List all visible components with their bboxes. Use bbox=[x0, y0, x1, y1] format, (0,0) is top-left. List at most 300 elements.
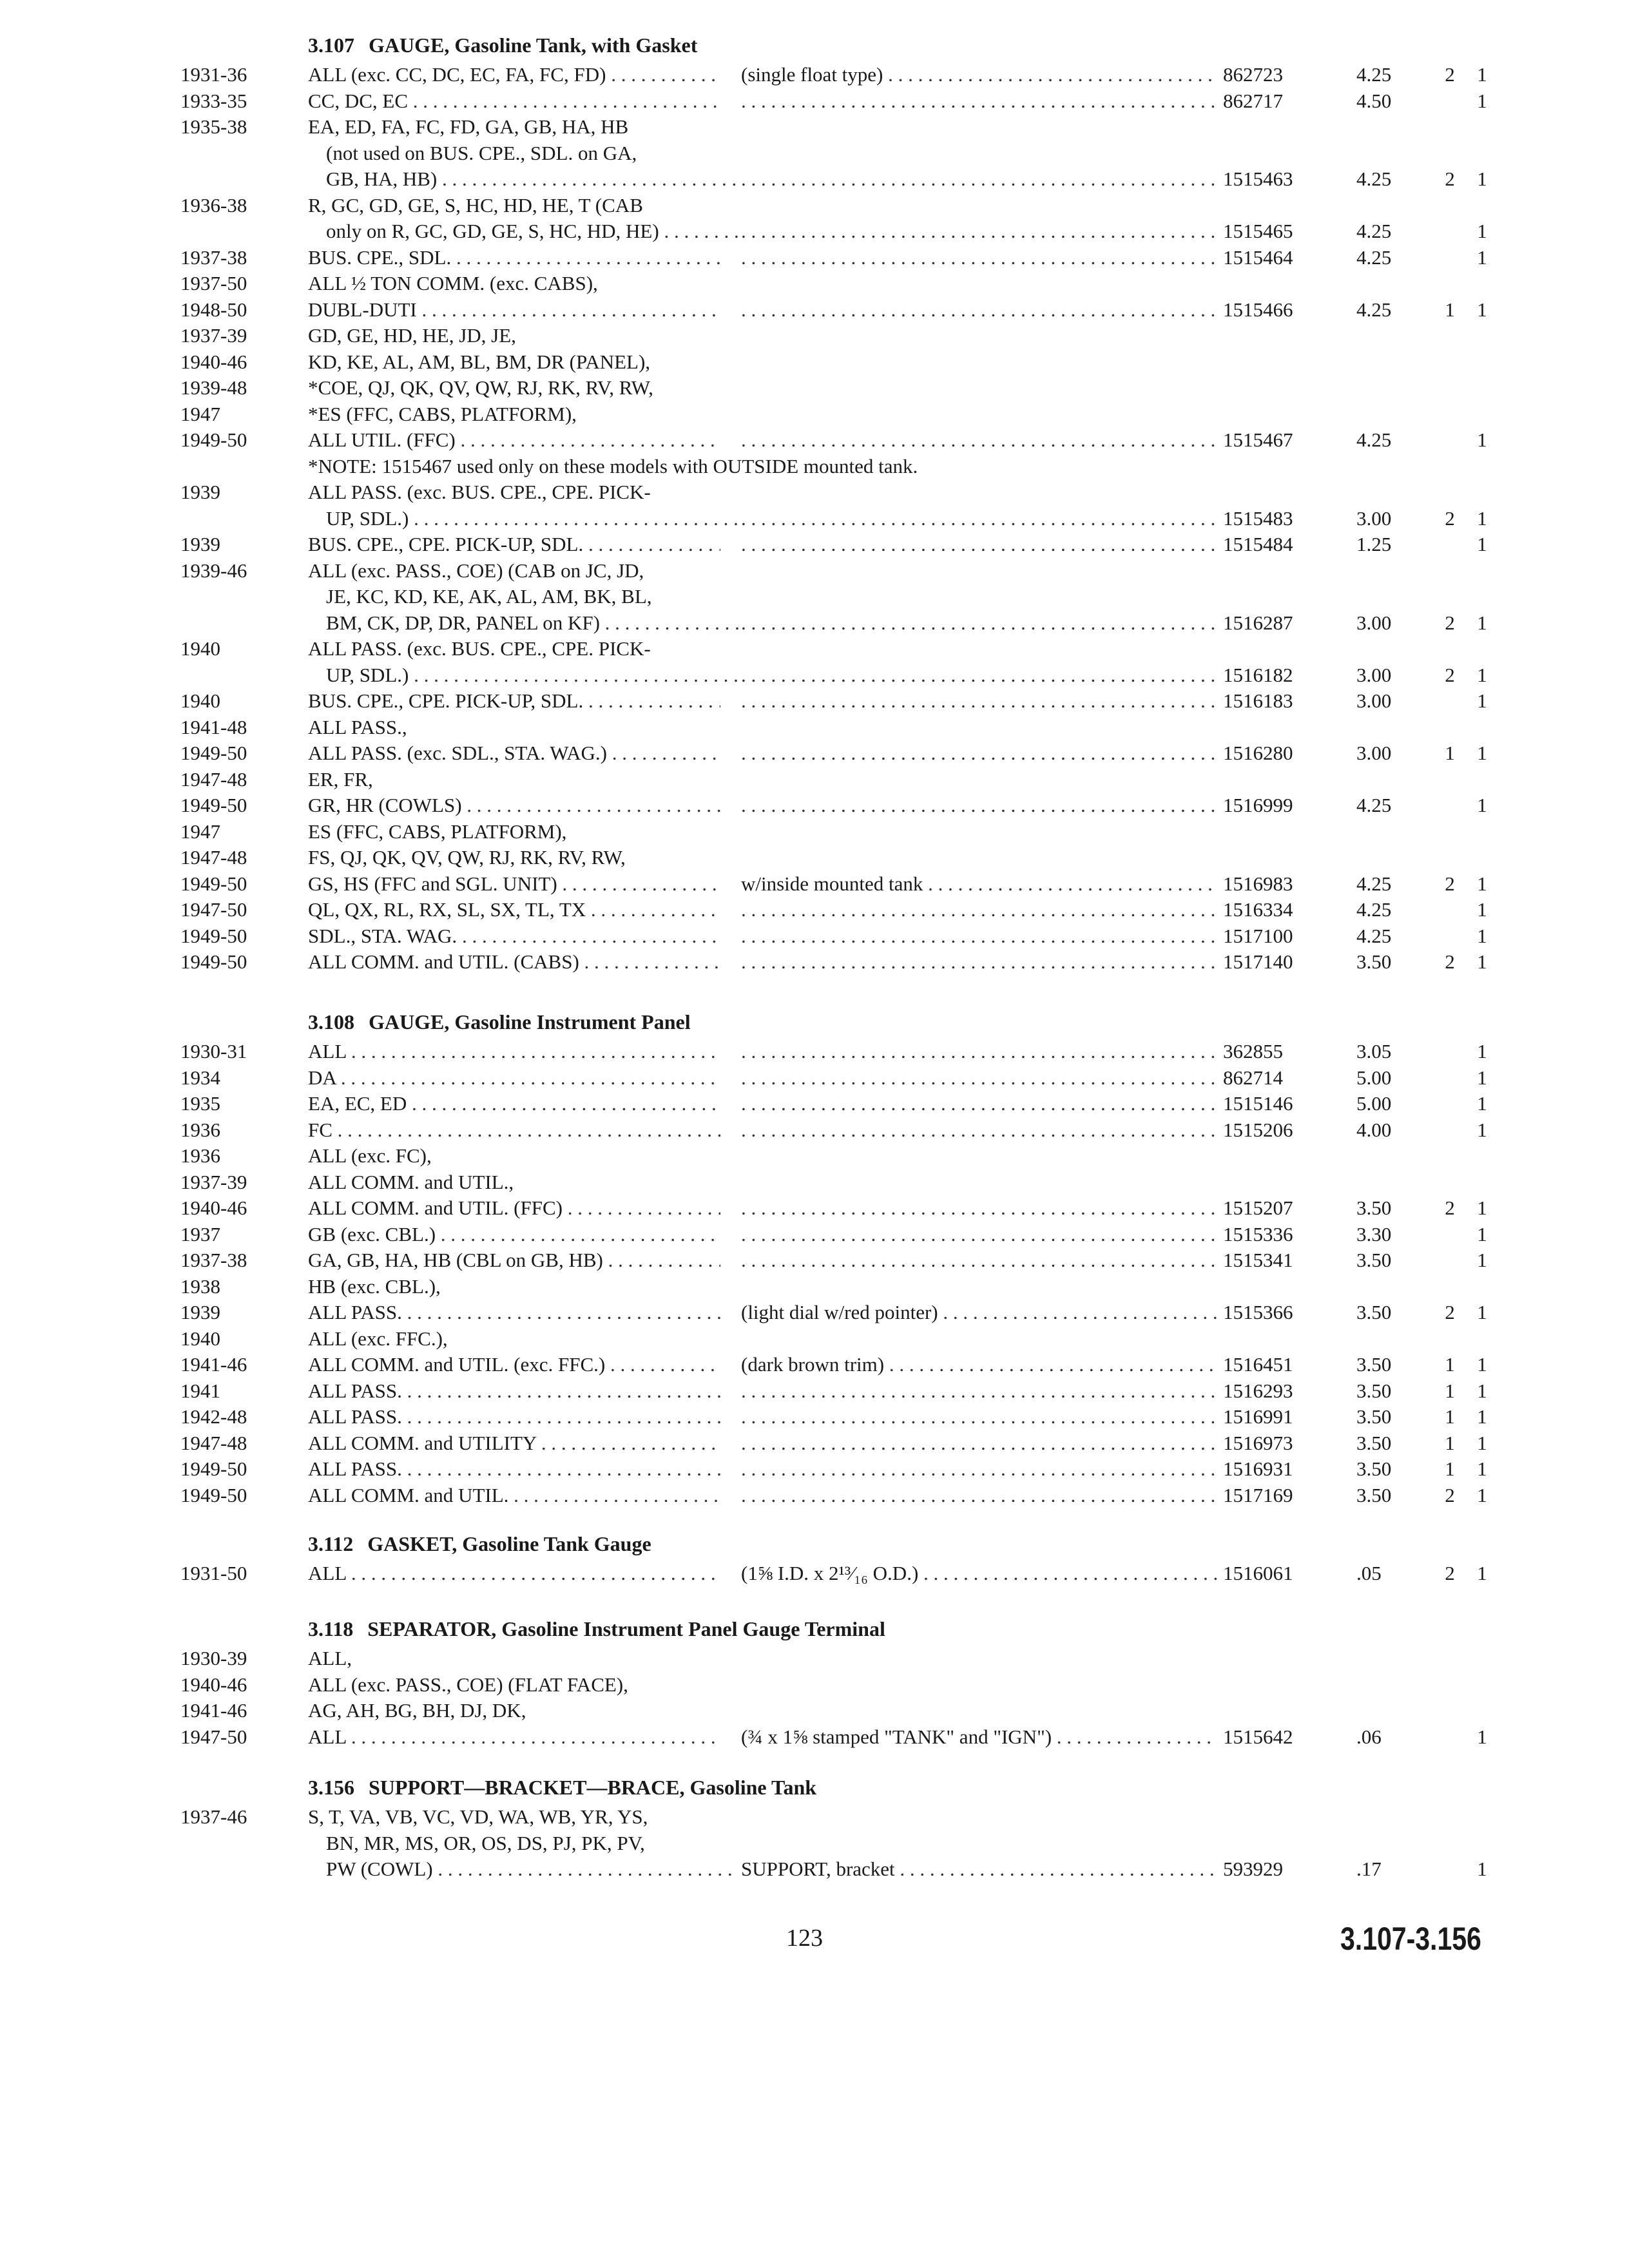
model-description: ALL . . . bbox=[308, 1561, 720, 1586]
quantity-a: 2 bbox=[1445, 1196, 1455, 1219]
list-price: 3.00 bbox=[1356, 742, 1392, 764]
list-price: 4.25 bbox=[1356, 220, 1392, 242]
table-row bbox=[0, 1247, 1629, 1273]
model-year: 1939 bbox=[180, 1301, 220, 1323]
model-description: GD, GE, HD, HE, JD, JE, bbox=[308, 324, 516, 347]
table-row bbox=[0, 584, 1629, 610]
model-year: 1942-48 bbox=[180, 1405, 247, 1428]
list-price: 5.00 bbox=[1356, 1066, 1392, 1089]
model-year: 1949-50 bbox=[180, 1457, 247, 1480]
quantity-a: 2 bbox=[1445, 1562, 1455, 1584]
model-year: 1937-39 bbox=[180, 324, 247, 347]
table-row bbox=[0, 114, 1629, 140]
model-description: GB, HA, HB) . . . bbox=[326, 166, 738, 192]
table-row bbox=[0, 1169, 1629, 1195]
table-row bbox=[0, 845, 1629, 870]
model-description: GS, HS (FFC and SGL. UNIT) . . . bbox=[308, 871, 720, 897]
list-price: 4.25 bbox=[1356, 872, 1392, 895]
part-number: 1516334 bbox=[1223, 898, 1293, 921]
section-number: 3.118 bbox=[308, 1617, 354, 1640]
leader-dots bbox=[741, 793, 1218, 818]
model-description: *NOTE: 1515467 used only on these models with OUTSIDE mounted tank. bbox=[308, 454, 918, 477]
model-description: QL, QX, RL, RX, SL, SX, TL, TX . . . bbox=[308, 897, 720, 923]
model-description: BUS. CPE., SDL. . . . bbox=[308, 245, 720, 271]
model-year: 1939-46 bbox=[180, 559, 247, 582]
table-row bbox=[0, 688, 1629, 714]
list-price: 4.25 bbox=[1356, 898, 1392, 921]
quantity-b: 1 bbox=[1477, 689, 1487, 712]
part-number: 1516061 bbox=[1223, 1562, 1293, 1584]
model-description: ALL COMM. and UTIL. . . . bbox=[308, 1483, 720, 1508]
model-description: ALL (exc. CC, DC, EC, FA, FC, FD) . . . bbox=[308, 62, 720, 88]
quantity-b: 1 bbox=[1477, 63, 1487, 86]
model-year: 1938 bbox=[180, 1274, 220, 1298]
quantity-b: 1 bbox=[1477, 1092, 1487, 1115]
list-price: 3.50 bbox=[1356, 1379, 1392, 1402]
model-description: ALL PASS. . . . bbox=[308, 1404, 720, 1430]
part-number: 1515336 bbox=[1223, 1222, 1293, 1245]
leader-dots bbox=[741, 166, 1218, 192]
list-price: 4.25 bbox=[1356, 298, 1392, 321]
quantity-b: 1 bbox=[1477, 298, 1487, 321]
part-number: 1516991 bbox=[1223, 1405, 1293, 1428]
table-row bbox=[0, 1039, 1629, 1064]
list-price: 3.05 bbox=[1356, 1040, 1392, 1062]
table-row bbox=[0, 949, 1629, 975]
table-row bbox=[0, 166, 1629, 192]
model-description: *COE, QJ, QK, QV, QW, RJ, RK, RV, RW, bbox=[308, 376, 653, 399]
list-price: 1.25 bbox=[1356, 533, 1392, 555]
section-header bbox=[308, 1530, 651, 1558]
quantity-b: 1 bbox=[1477, 1196, 1487, 1219]
model-description: JE, KC, KD, KE, AK, AL, AM, BK, BL, bbox=[326, 585, 652, 608]
section-title: SUPPORT—BRACKET—BRACE, Gasoline Tank bbox=[369, 1776, 817, 1799]
quantity-a: 1 bbox=[1445, 742, 1455, 764]
part-number: 1515207 bbox=[1223, 1196, 1293, 1219]
model-year: 1937-38 bbox=[180, 245, 247, 269]
table-row bbox=[0, 1065, 1629, 1091]
table-row bbox=[0, 1646, 1629, 1671]
model-year: 1947 bbox=[180, 820, 220, 843]
model-year: 1948-50 bbox=[180, 298, 247, 321]
table-row bbox=[0, 479, 1629, 505]
table-row bbox=[0, 1430, 1629, 1456]
list-price: 3.00 bbox=[1356, 611, 1392, 634]
part-number: 1516999 bbox=[1223, 794, 1293, 816]
model-description: CC, DC, EC . . . bbox=[308, 88, 720, 114]
table-row bbox=[0, 323, 1629, 349]
model-year: 1939 bbox=[180, 481, 220, 503]
section-title: SEPARATOR, Gasoline Instrument Panel Gauge Terminal bbox=[367, 1617, 885, 1640]
quantity-a: 2 bbox=[1445, 611, 1455, 634]
table-row bbox=[0, 819, 1629, 845]
quantity-b: 1 bbox=[1477, 1562, 1487, 1584]
section-title: GAUGE, Gasoline Tank, with Gasket bbox=[369, 34, 698, 57]
model-year: 1940-46 bbox=[180, 1196, 247, 1219]
part-number: 1515366 bbox=[1223, 1301, 1293, 1323]
leader-dots bbox=[741, 1195, 1218, 1221]
model-description: ALL COMM. and UTIL. (FFC) . . . bbox=[308, 1195, 720, 1221]
list-price: 4.00 bbox=[1356, 1118, 1392, 1141]
list-price: .05 bbox=[1356, 1562, 1382, 1584]
leader-dots bbox=[741, 1091, 1218, 1117]
model-description: ALL PASS. (exc. BUS. CPE., CPE. PICK- bbox=[308, 481, 651, 503]
page-number: 123 bbox=[786, 1925, 823, 1952]
part-note: (light dial w/red pointer) . . . bbox=[741, 1300, 1218, 1325]
part-number: 1516183 bbox=[1223, 689, 1293, 712]
model-year: 1940 bbox=[180, 637, 220, 660]
quantity-a: 1 bbox=[1445, 298, 1455, 321]
table-row bbox=[0, 1456, 1629, 1482]
leader-dots bbox=[741, 949, 1218, 975]
model-description: ALL COMM. and UTILITY . . . bbox=[308, 1430, 720, 1456]
list-price: 5.00 bbox=[1356, 1092, 1392, 1115]
model-description: ALL PASS. . . . bbox=[308, 1378, 720, 1404]
quantity-a: 2 bbox=[1445, 872, 1455, 895]
quantity-a: 1 bbox=[1445, 1353, 1455, 1376]
model-description: ES (FFC, CABS, PLATFORM), bbox=[308, 820, 567, 843]
quantity-b: 1 bbox=[1477, 611, 1487, 634]
model-description: HB (exc. CBL.), bbox=[308, 1274, 441, 1298]
section-title: GASKET, Gasoline Tank Gauge bbox=[367, 1532, 651, 1555]
quantity-b: 1 bbox=[1477, 1725, 1487, 1748]
model-description: DUBL-DUTI . . . bbox=[308, 297, 720, 323]
part-number: 1516287 bbox=[1223, 611, 1293, 634]
table-row bbox=[0, 245, 1629, 271]
part-number: 1515206 bbox=[1223, 1118, 1293, 1141]
quantity-b: 1 bbox=[1477, 1457, 1487, 1480]
list-price: 4.50 bbox=[1356, 89, 1392, 112]
leader-dots bbox=[741, 740, 1218, 766]
list-price: 4.25 bbox=[1356, 168, 1392, 190]
model-description: EA, EC, ED . . . bbox=[308, 1091, 720, 1117]
table-row bbox=[0, 1274, 1629, 1300]
quantity-a: 1 bbox=[1445, 1405, 1455, 1428]
quantity-b: 1 bbox=[1477, 1222, 1487, 1245]
leader-dots bbox=[741, 245, 1218, 271]
leader-dots bbox=[741, 88, 1218, 114]
list-price: 3.00 bbox=[1356, 663, 1392, 686]
model-year: 1934 bbox=[180, 1066, 220, 1089]
list-price: .17 bbox=[1356, 1858, 1382, 1880]
model-year: 1949-50 bbox=[180, 428, 247, 451]
part-note: (¾ x 1⅝ stamped "TANK" and "IGN") . . . bbox=[741, 1724, 1218, 1750]
table-row bbox=[0, 1831, 1629, 1856]
quantity-a: 2 bbox=[1445, 1483, 1455, 1506]
model-year: 1940-46 bbox=[180, 1673, 247, 1696]
model-year: 1949-50 bbox=[180, 872, 247, 895]
quantity-b: 1 bbox=[1477, 1858, 1487, 1880]
leader-dots bbox=[741, 1430, 1218, 1456]
model-year: 1931-50 bbox=[180, 1562, 247, 1584]
quantity-b: 1 bbox=[1477, 898, 1487, 921]
quantity-b: 1 bbox=[1477, 663, 1487, 686]
model-year: 1930-31 bbox=[180, 1040, 247, 1062]
quantity-b: 1 bbox=[1477, 742, 1487, 764]
model-description: PW (COWL) . . . bbox=[326, 1856, 738, 1882]
leader-dots bbox=[741, 218, 1218, 244]
model-year: 1947-48 bbox=[180, 1431, 247, 1454]
quantity-a: 2 bbox=[1445, 63, 1455, 86]
model-year: 1936 bbox=[180, 1144, 220, 1167]
quantity-b: 1 bbox=[1477, 1405, 1487, 1428]
leader-dots bbox=[741, 1117, 1218, 1143]
model-year: 1941 bbox=[180, 1379, 220, 1402]
quantity-b: 1 bbox=[1477, 950, 1487, 973]
table-row bbox=[0, 1117, 1629, 1143]
list-price: 3.50 bbox=[1356, 1249, 1392, 1271]
leader-dots bbox=[741, 1404, 1218, 1430]
part-number: 1515642 bbox=[1223, 1725, 1293, 1748]
model-description: GB (exc. CBL.) . . . bbox=[308, 1222, 720, 1247]
model-description: ALL COMM. and UTIL., bbox=[308, 1170, 514, 1193]
model-description: ALL (exc. FC), bbox=[308, 1144, 432, 1167]
section-number: 3.112 bbox=[308, 1532, 354, 1555]
model-year: 1930-39 bbox=[180, 1647, 247, 1669]
model-description: only on R, GC, GD, GE, S, HC, HD, HE) . . . bbox=[326, 218, 738, 244]
list-price: 4.25 bbox=[1356, 63, 1392, 86]
table-row bbox=[0, 140, 1629, 166]
model-year: 1949-50 bbox=[180, 950, 247, 973]
part-number: 1515484 bbox=[1223, 533, 1293, 555]
model-year: 1949-50 bbox=[180, 742, 247, 764]
part-number: 1516931 bbox=[1223, 1457, 1293, 1480]
model-description: ALL UTIL. (FFC) . . . bbox=[308, 427, 720, 453]
table-row bbox=[0, 401, 1629, 427]
model-year: 1941-46 bbox=[180, 1353, 247, 1376]
model-year: 1947 bbox=[180, 402, 220, 425]
table-row bbox=[0, 1326, 1629, 1352]
part-number: 1516973 bbox=[1223, 1431, 1293, 1454]
part-note: w/inside mounted tank . . . bbox=[741, 871, 1218, 897]
model-year: 1941-48 bbox=[180, 715, 247, 738]
list-price: 4.25 bbox=[1356, 794, 1392, 816]
model-year: 1936 bbox=[180, 1118, 220, 1141]
quantity-b: 1 bbox=[1477, 89, 1487, 112]
leader-dots bbox=[741, 1222, 1218, 1247]
list-price: 3.50 bbox=[1356, 1196, 1392, 1219]
quantity-b: 1 bbox=[1477, 1353, 1487, 1376]
model-description: BUS. CPE., CPE. PICK-UP, SDL. . . . bbox=[308, 688, 720, 714]
model-description: ALL, bbox=[308, 1647, 352, 1669]
table-row bbox=[0, 871, 1629, 897]
leader-dots bbox=[741, 427, 1218, 453]
table-row bbox=[0, 793, 1629, 818]
model-year: 1936-38 bbox=[180, 193, 247, 216]
list-price: 3.50 bbox=[1356, 1405, 1392, 1428]
model-year: 1949-50 bbox=[180, 794, 247, 816]
part-note: (dark brown trim) . . . bbox=[741, 1352, 1218, 1378]
model-description: BN, MR, MS, OR, OS, DS, PJ, PK, PV, bbox=[326, 1831, 645, 1854]
model-year: 1937-39 bbox=[180, 1170, 247, 1193]
leader-dots bbox=[741, 610, 1218, 636]
model-year: 1935-38 bbox=[180, 115, 247, 138]
section-header bbox=[308, 1615, 885, 1643]
table-row bbox=[0, 662, 1629, 688]
section-title: GAUGE, Gasoline Instrument Panel bbox=[369, 1010, 691, 1033]
model-year: 1947-50 bbox=[180, 1725, 247, 1748]
quantity-b: 1 bbox=[1477, 533, 1487, 555]
quantity-b: 1 bbox=[1477, 245, 1487, 269]
part-number: 1516280 bbox=[1223, 742, 1293, 764]
part-number: 593929 bbox=[1223, 1858, 1283, 1880]
leader-dots bbox=[741, 1039, 1218, 1064]
leader-dots bbox=[741, 1247, 1218, 1273]
leader-dots bbox=[741, 532, 1218, 557]
table-row bbox=[0, 1404, 1629, 1430]
quantity-a: 2 bbox=[1445, 950, 1455, 973]
part-number: 1515466 bbox=[1223, 298, 1293, 321]
part-number: 1515146 bbox=[1223, 1092, 1293, 1115]
list-price: 4.25 bbox=[1356, 924, 1392, 947]
part-number: 1516983 bbox=[1223, 872, 1293, 895]
quantity-a: 1 bbox=[1445, 1457, 1455, 1480]
part-number: 1517100 bbox=[1223, 924, 1293, 947]
leader-dots bbox=[741, 506, 1218, 532]
model-year: 1947-50 bbox=[180, 898, 247, 921]
table-row bbox=[0, 897, 1629, 923]
model-year: 1949-50 bbox=[180, 1483, 247, 1506]
quantity-b: 1 bbox=[1477, 794, 1487, 816]
quantity-b: 1 bbox=[1477, 872, 1487, 895]
table-row bbox=[0, 740, 1629, 766]
leader-dots bbox=[741, 897, 1218, 923]
model-description: GR, HR (COWLS) . . . bbox=[308, 793, 720, 818]
model-description: R, GC, GD, GE, S, HC, HD, HE, T (CAB bbox=[308, 193, 643, 216]
quantity-b: 1 bbox=[1477, 168, 1487, 190]
part-number: 1515341 bbox=[1223, 1249, 1293, 1271]
list-price: 3.50 bbox=[1356, 950, 1392, 973]
model-year: 1941-46 bbox=[180, 1699, 247, 1722]
table-row bbox=[0, 715, 1629, 740]
list-price: 4.25 bbox=[1356, 428, 1392, 451]
table-row bbox=[0, 558, 1629, 584]
model-year: 1937 bbox=[180, 1222, 220, 1245]
part-number: 1515483 bbox=[1223, 506, 1293, 530]
model-year: 1937-50 bbox=[180, 272, 247, 294]
part-number: 862717 bbox=[1223, 89, 1283, 112]
model-description: ALL ½ TON COMM. (exc. CABS), bbox=[308, 272, 598, 294]
part-number: 362855 bbox=[1223, 1040, 1283, 1062]
model-description: *ES (FFC, CABS, PLATFORM), bbox=[308, 402, 577, 425]
part-number: 862723 bbox=[1223, 63, 1283, 86]
model-description: ALL (exc. PASS., COE) (CAB on JC, JD, bbox=[308, 559, 644, 582]
table-row bbox=[0, 1856, 1629, 1882]
section-number: 3.107 bbox=[308, 34, 354, 57]
model-description: (not used on BUS. CPE., SDL. on GA, bbox=[326, 141, 637, 164]
model-description: S, T, VA, VB, VC, VD, WA, WB, YR, YS, bbox=[308, 1805, 648, 1828]
model-description: AG, AH, BG, BH, DJ, DK, bbox=[308, 1699, 526, 1722]
quantity-b: 1 bbox=[1477, 1118, 1487, 1141]
table-row bbox=[0, 767, 1629, 793]
quantity-a: 2 bbox=[1445, 663, 1455, 686]
model-year: 1940 bbox=[180, 1327, 220, 1350]
quantity-a: 1 bbox=[1445, 1379, 1455, 1402]
list-price: 4.25 bbox=[1356, 245, 1392, 269]
quantity-b: 1 bbox=[1477, 924, 1487, 947]
model-description: ALL . . . bbox=[308, 1724, 720, 1750]
leader-dots bbox=[741, 1483, 1218, 1508]
model-description: BM, CK, DP, DR, PANEL on KF) . . . bbox=[326, 610, 738, 636]
list-price: 3.50 bbox=[1356, 1431, 1392, 1454]
model-description: FS, QJ, QK, QV, QW, RJ, RK, RV, RW, bbox=[308, 846, 626, 869]
quantity-a: 2 bbox=[1445, 168, 1455, 190]
part-number: 1516293 bbox=[1223, 1379, 1293, 1402]
table-row bbox=[0, 1300, 1629, 1325]
table-row bbox=[0, 1352, 1629, 1378]
section-header bbox=[308, 31, 697, 59]
quantity-b: 1 bbox=[1477, 1379, 1487, 1402]
table-row bbox=[0, 454, 1629, 479]
quantity-b: 1 bbox=[1477, 220, 1487, 242]
model-description: BUS. CPE., CPE. PICK-UP, SDL. . . . bbox=[308, 532, 720, 557]
model-description: SDL., STA. WAG. . . . bbox=[308, 923, 720, 949]
model-description: GA, GB, HA, HB (CBL on GB, HB) . . . bbox=[308, 1247, 720, 1273]
table-row bbox=[0, 1222, 1629, 1247]
table-row bbox=[0, 1698, 1629, 1724]
table-row bbox=[0, 1378, 1629, 1404]
quantity-b: 1 bbox=[1477, 1483, 1487, 1506]
leader-dots bbox=[741, 1378, 1218, 1404]
table-row bbox=[0, 1561, 1629, 1586]
model-description: UP, SDL.) . . . bbox=[326, 662, 738, 688]
list-price: .06 bbox=[1356, 1725, 1382, 1748]
table-row bbox=[0, 1724, 1629, 1750]
table-row bbox=[0, 532, 1629, 557]
leader-dots bbox=[741, 297, 1218, 323]
model-description: ALL COMM. and UTIL. (exc. FFC.) . . . bbox=[308, 1352, 720, 1378]
table-row bbox=[0, 1804, 1629, 1830]
model-description: FC . . . bbox=[308, 1117, 720, 1143]
model-description: EA, ED, FA, FC, FD, GA, GB, HA, HB bbox=[308, 115, 629, 138]
quantity-b: 1 bbox=[1477, 1040, 1487, 1062]
table-row bbox=[0, 506, 1629, 532]
leader-dots bbox=[741, 688, 1218, 714]
table-row bbox=[0, 636, 1629, 662]
model-year: 1935 bbox=[180, 1092, 220, 1115]
table-row bbox=[0, 88, 1629, 114]
table-row bbox=[0, 271, 1629, 296]
list-price: 3.00 bbox=[1356, 689, 1392, 712]
list-price: 3.50 bbox=[1356, 1457, 1392, 1480]
quantity-a: 2 bbox=[1445, 1301, 1455, 1323]
section-header bbox=[308, 1008, 691, 1036]
model-description: ALL (exc. FFC.), bbox=[308, 1327, 448, 1350]
model-year: 1933-35 bbox=[180, 89, 247, 112]
part-number: 1515463 bbox=[1223, 168, 1293, 190]
quantity-b: 1 bbox=[1477, 428, 1487, 451]
table-row bbox=[0, 375, 1629, 401]
part-note: (single float type) . . . bbox=[741, 62, 1218, 88]
leader-dots bbox=[741, 923, 1218, 949]
leader-dots bbox=[741, 1065, 1218, 1091]
part-number: 1516182 bbox=[1223, 663, 1293, 686]
model-year: 1939-48 bbox=[180, 376, 247, 399]
part-number: 862714 bbox=[1223, 1066, 1283, 1089]
model-description: ALL PASS. (exc. BUS. CPE., CPE. PICK- bbox=[308, 637, 651, 660]
quantity-b: 1 bbox=[1477, 1431, 1487, 1454]
part-note: SUPPORT, bracket . . . bbox=[741, 1856, 1218, 1882]
table-row bbox=[0, 1195, 1629, 1221]
part-number: 1515464 bbox=[1223, 245, 1293, 269]
model-year: 1940-46 bbox=[180, 350, 247, 373]
section-number: 3.108 bbox=[308, 1010, 354, 1033]
model-year: 1947-48 bbox=[180, 767, 247, 791]
section-header bbox=[308, 1773, 816, 1802]
quantity-b: 1 bbox=[1477, 506, 1487, 530]
model-description: ALL (exc. PASS., COE) (FLAT FACE), bbox=[308, 1673, 628, 1696]
model-year: 1931-36 bbox=[180, 63, 247, 86]
